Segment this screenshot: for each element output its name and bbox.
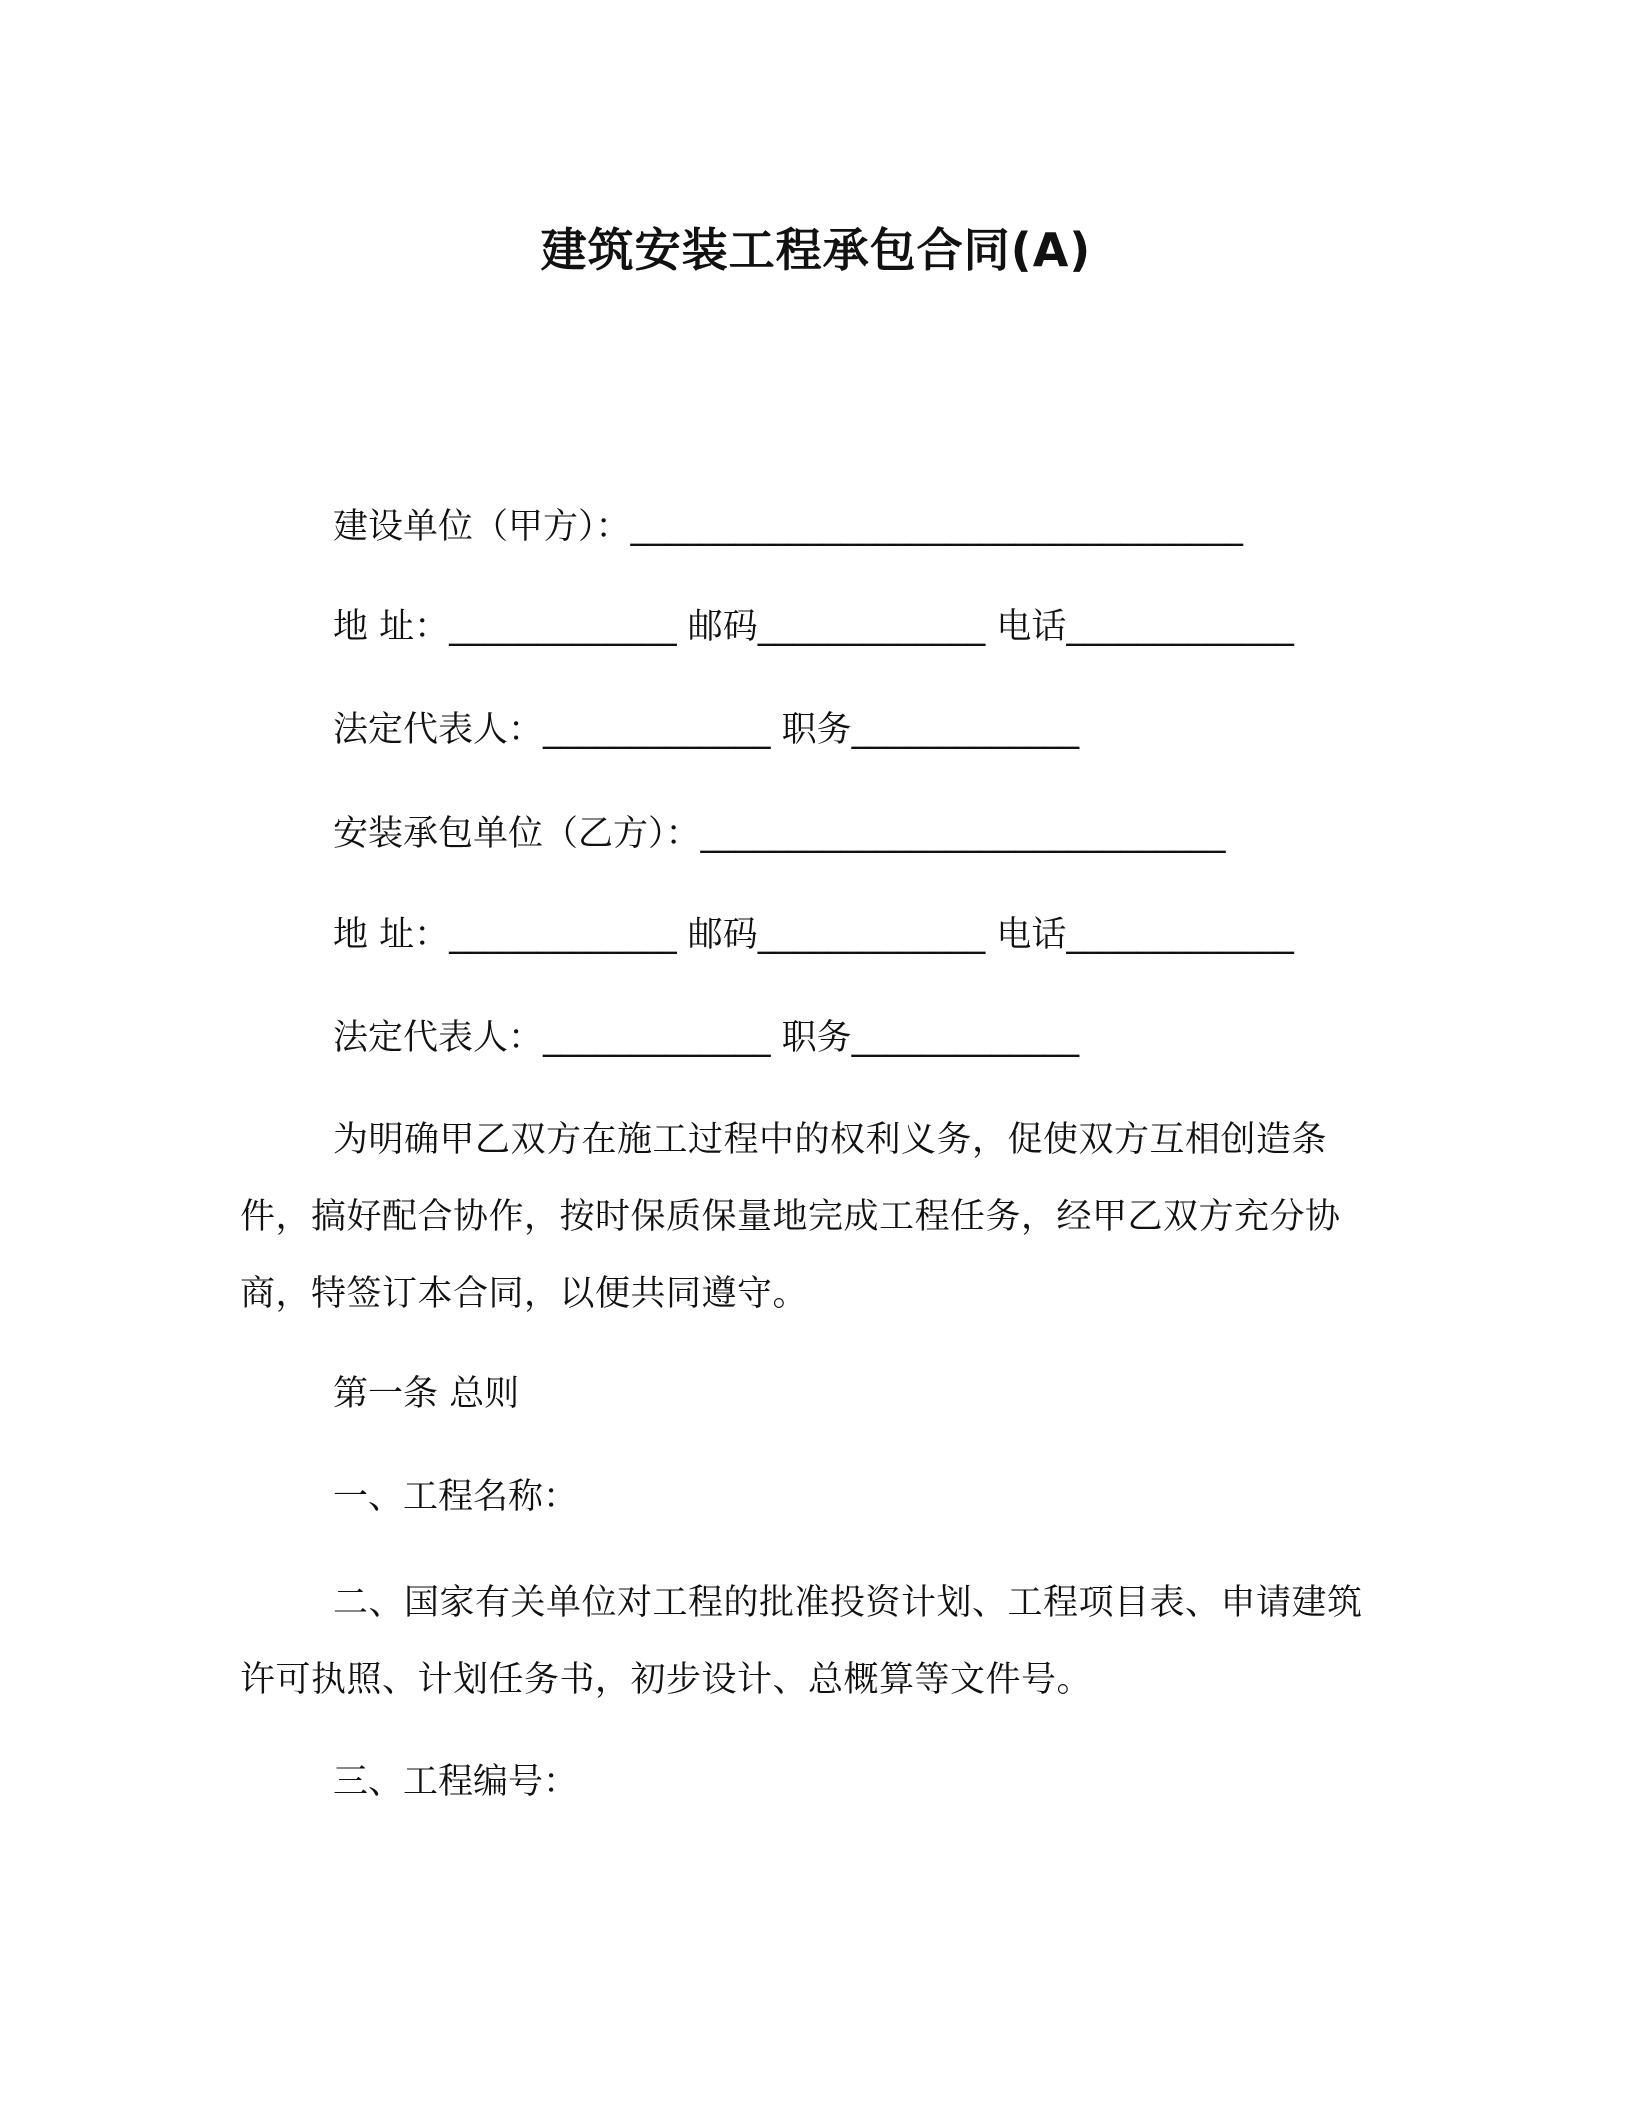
article-1-heading: 第一条 总则	[333, 1374, 520, 1414]
party-b-representative-line: 法定代表人：_____________ 职务_____________	[333, 1018, 1080, 1058]
item-1-project-name: 一、工程名称：	[333, 1477, 579, 1517]
party-b-address-line: 地 址：_____________ 邮码_____________ 电话_____________	[333, 915, 1294, 955]
item-2-approval-documents: 二、国家有关单位对工程的批准投资计划、工程项目表、申请建筑许可执照、计划任务书，初步设计、总概算等文件号。	[240, 1583, 1363, 1700]
party-b-unit-line: 安装承包单位（乙方）：______________________________	[333, 814, 1226, 854]
party-a-unit-line: 建设单位（甲方）：___________________________________	[333, 507, 1244, 547]
party-a-representative-line: 法定代表人：_____________ 职务_____________	[333, 710, 1080, 750]
item-3-project-number: 三、工程编号：	[333, 1762, 579, 1802]
party-a-address-line: 地 址：_____________ 邮码_____________ 电话_____________	[333, 607, 1294, 647]
preamble-paragraph: 为明确甲乙双方在施工过程中的权利义务，促使双方互相创造条件，搞好配合协作，按时保质保量地完成工程任务，经甲乙双方充分协商，特签订本合同，以便共同遵守。	[240, 1120, 1341, 1314]
document-title: 建筑安装工程承包合同(A)	[540, 223, 1092, 277]
